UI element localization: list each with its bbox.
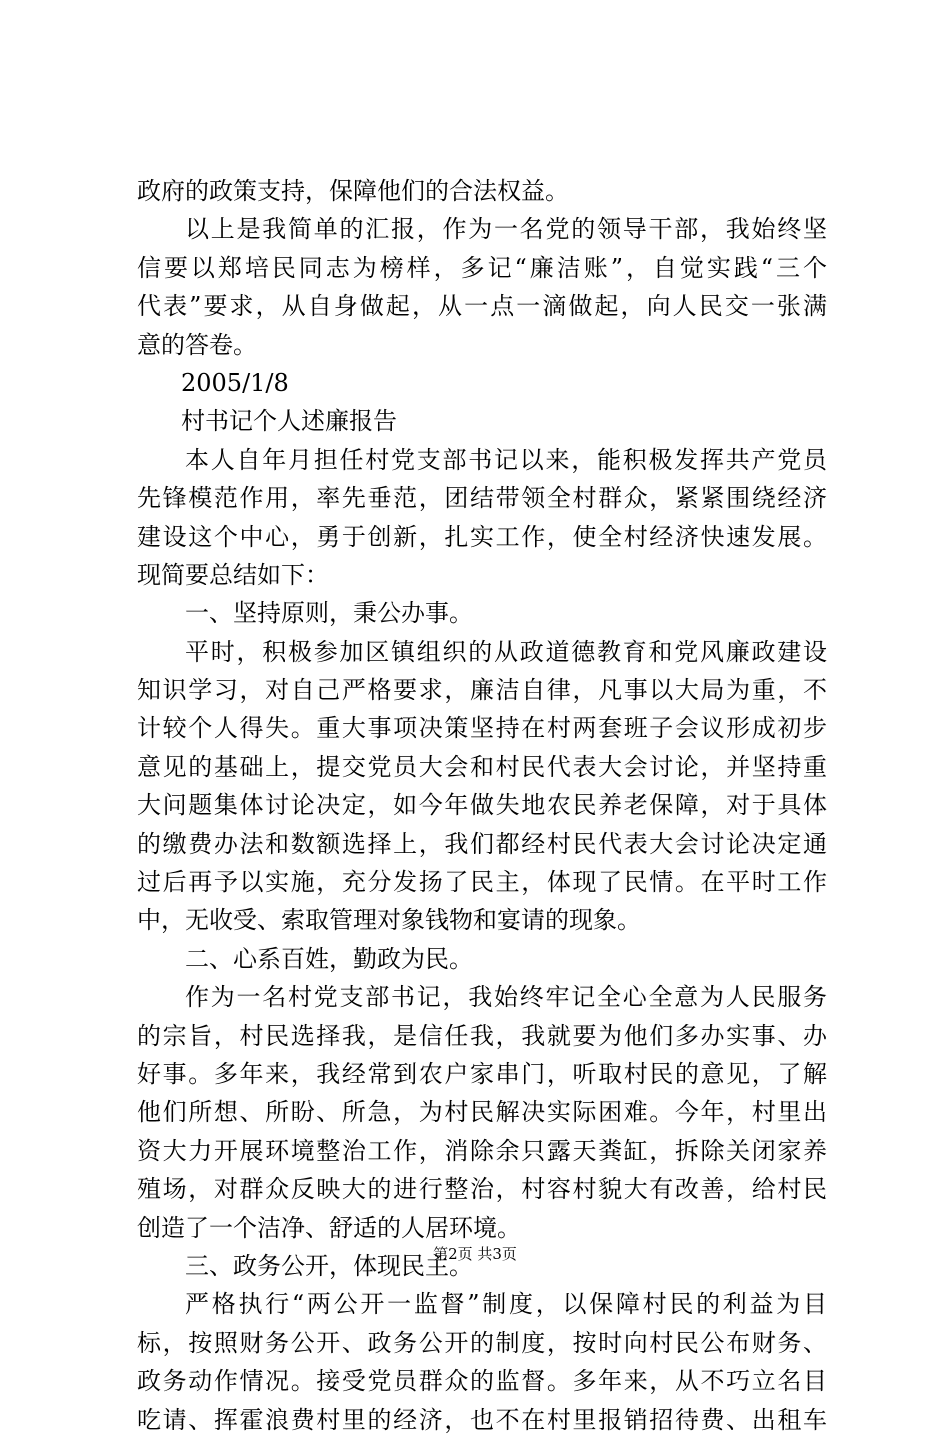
text-line: 意的答卷。 [137,330,257,359]
text-line: 政府的政策支持，保障他们的合法权益。 [137,177,569,205]
text-line: 作为一名村党支部书记，我始终牢记全心全意为人民服务 [185,983,827,1012]
text-line: 吃请、挥霍浪费村里的经济，也不在村里报销招待费、出租车 [137,1405,827,1434]
text-line: 严格执行“两公开一监督”制度，以保障村民的利益为目 [185,1290,827,1319]
text-line: 的缴费办法和数额选择上，我们都经村民代表大会讨论决定通 [137,829,827,858]
text-line: 先锋模范作用，率先垂范，团结带领全村群众，紧紧围绕经济 [137,484,827,513]
heading-line: 二、心系百姓，勤政为民。 [185,944,473,973]
text-line: 知识学习，对自己严格要求，廉洁自律，凡事以大局为重，不 [137,676,827,705]
text-line: 代表”要求，从自身做起，从一点一滴做起，向人民交一张满 [137,292,827,321]
text-line: 政务动作情况。接受党员群众的监督。多年来，从不巧立名目 [137,1367,827,1396]
text-line: 他们所想、所盼、所急，为村民解决实际困难。今年，村里出 [137,1098,827,1127]
text-line: 中，无收受、索取管理对象钱物和宴请的现象。 [137,906,641,935]
heading-line: 一、坚持原则，秉公办事。 [185,599,473,628]
text-line: 大问题集体讨论决定，如今年做失地农民养老保障，对于具体 [137,791,827,820]
text-line: 本人自年月担任村党支部书记以来，能积极发挥共产党员 [185,445,827,474]
text-line: 意见的基础上，提交党员大会和村民代表大会讨论，并坚持重 [137,752,827,781]
date-line: 2005/1/8 [181,368,289,397]
page-footer: 第2页 共3页 [433,1245,517,1263]
text-line: 信要以郑培民同志为榜样，多记“廉洁账”，自觉实践“三个 [137,253,827,282]
text-line: 平时，积极参加区镇组织的从政道德教育和党风廉政建设 [185,637,827,666]
text-line: 建设这个中心，勇于创新，扎实工作，使全村经济快速发展。 [137,522,827,551]
section-title: 村书记个人述廉报告 [181,407,397,436]
text-line: 好事。多年来，我经常到农户家串门，听取村民的意见，了解 [137,1059,827,1088]
text-line: 过后再予以实施，充分发扬了民主，体现了民情。在平时工作 [137,868,827,897]
text-line: 标，按照财务公开、政务公开的制度，按时向村民公布财务、 [137,1328,827,1357]
text-line: 计较个人得失。重大事项决策坚持在村两套班子会议形成初步 [137,714,827,743]
text-line: 现简要总结如下： [137,560,329,589]
text-line: 资大力开展环境整治工作，消除余只露天粪缸，拆除关闭家养 [137,1136,827,1165]
text-line: 以上是我简单的汇报，作为一名党的领导干部，我始终坚 [185,215,827,244]
text-line: 创造了一个洁净、舒适的人居环境。 [137,1213,521,1242]
heading-line: 三、政务公开，体现民主。 [185,1251,473,1280]
text-line: 的宗旨，村民选择我，是信任我，我就要为他们多办实事、办 [137,1021,827,1050]
text-line: 殖场，对群众反映大的进行整治，村容村貌大有改善，给村民 [137,1175,827,1204]
